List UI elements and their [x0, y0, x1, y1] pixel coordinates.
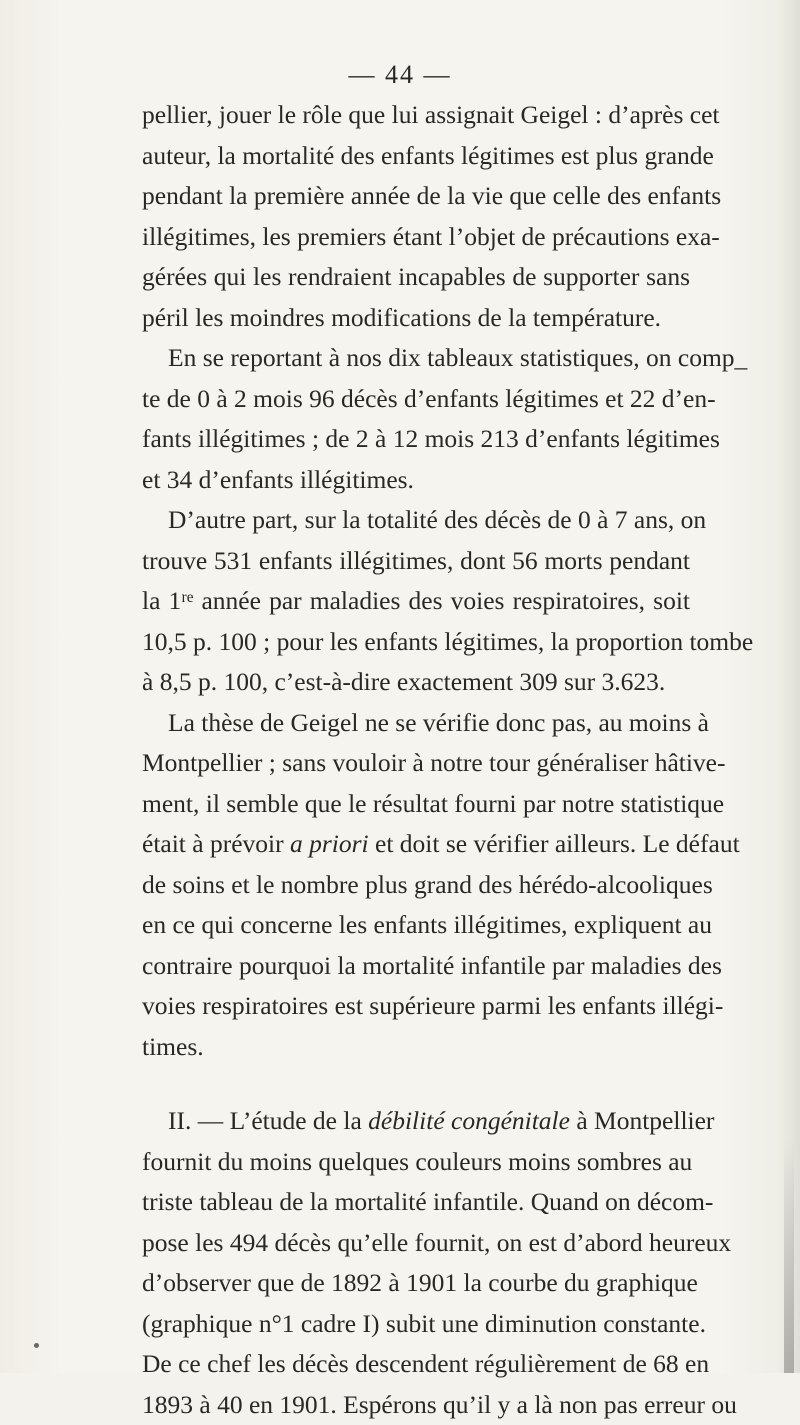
text-line: 10,5 p. 100 ; pour les enfants légitimes, la proportion tombe	[142, 622, 690, 663]
ink-speck	[34, 1343, 39, 1348]
text-line: contraire pourquoi la mortalité infantile par maladies des	[142, 946, 690, 987]
text-line: pellier, jouer le rôle que lui assignait Geigel : d’après cet	[142, 95, 690, 136]
text-segment: et doit se vérifier ailleurs. Le défaut	[369, 829, 740, 858]
text-line: péril les moindres modifications de la température.	[142, 298, 690, 339]
text-line-with-italic	[142, 824, 690, 865]
text-segment: était à prévoir	[142, 829, 290, 858]
text-line: 1893 à 40 en 1901. Espérons qu’il y a là non pas erreur ou	[142, 1385, 690, 1425]
text-line: pendant la première année de la vie que celle des enfants	[142, 176, 690, 217]
text-line: et 34 d’enfants illégitimes.	[142, 460, 690, 501]
text-line: times.	[142, 1027, 690, 1068]
text-segment: II. — L’étude de la	[168, 1106, 368, 1135]
text-line: à 8,5 p. 100, c’est-à-dire exactement 309 sur 3.623.	[142, 662, 690, 703]
text-line: D’autre part, sur la totalité des décès de 0 à 7 ans, on	[142, 500, 690, 541]
text-line: gérées qui les rendraient incapables de supporter sans	[142, 257, 690, 298]
paragraph-1	[142, 95, 690, 338]
text-line-with-italic	[142, 1101, 690, 1142]
italic-term: a priori	[290, 829, 369, 858]
text-line: triste tableau de la mortalité infantile. Quand on décom-	[142, 1182, 690, 1223]
text-line: d’observer que de 1892 à 1901 la courbe du graphique	[142, 1263, 690, 1304]
text-line: en ce qui concerne les enfants illégitimes, expliquent au	[142, 905, 690, 946]
page-body-text	[142, 95, 690, 1425]
text-line: voies respiratoires est supérieure parmi les enfants illégi-	[142, 986, 690, 1027]
binding-shadow	[784, 1140, 794, 1373]
text-line: la 1ʳᵉ année par maladies des voies respiratoires, soit	[142, 581, 690, 622]
paragraph-2	[142, 338, 690, 500]
paragraph-4	[142, 703, 690, 1068]
text-line: trouve 531 enfants illégitimes, dont 56 morts pendant	[142, 541, 690, 582]
text-line: fournit du moins quelques couleurs moins sombres au	[142, 1142, 690, 1183]
text-line: De ce chef les décès descendent régulièrement de 68 en	[142, 1344, 690, 1385]
page-number: — 44 —	[0, 60, 800, 90]
text-line: fants illégitimes ; de 2 à 12 mois 213 d’enfants légitimes	[142, 419, 690, 460]
text-line: auteur, la mortalité des enfants légitimes est plus grande	[142, 136, 690, 177]
paragraph-spacer	[142, 1067, 690, 1101]
text-line: La thèse de Geigel ne se vérifie donc pas, au moins à	[142, 703, 690, 744]
paragraph-5	[142, 1101, 690, 1425]
text-line: pose les 494 décès qu’elle fournit, on est d’abord heureux	[142, 1223, 690, 1264]
text-line: En se reportant à nos dix tableaux statistiques, on comp_	[142, 338, 690, 379]
text-line: illégitimes, les premiers étant l’objet de précautions exa-	[142, 217, 690, 258]
text-line: ment, il semble que le résultat fourni par notre statistique	[142, 784, 690, 825]
text-line: (graphique n°1 cadre I) subit une diminution constante.	[142, 1304, 690, 1345]
text-line: Montpellier ; sans vouloir à notre tour généraliser hâtive-	[142, 743, 690, 784]
text-segment: à Montpellier	[570, 1106, 714, 1135]
italic-term: débilité congénitale	[368, 1106, 570, 1135]
paragraph-3	[142, 500, 690, 703]
text-line: de soins et le nombre plus grand des hérédo-alcooliques	[142, 865, 690, 906]
text-line: te de 0 à 2 mois 96 décès d’enfants légitimes et 22 d’en-	[142, 379, 690, 420]
